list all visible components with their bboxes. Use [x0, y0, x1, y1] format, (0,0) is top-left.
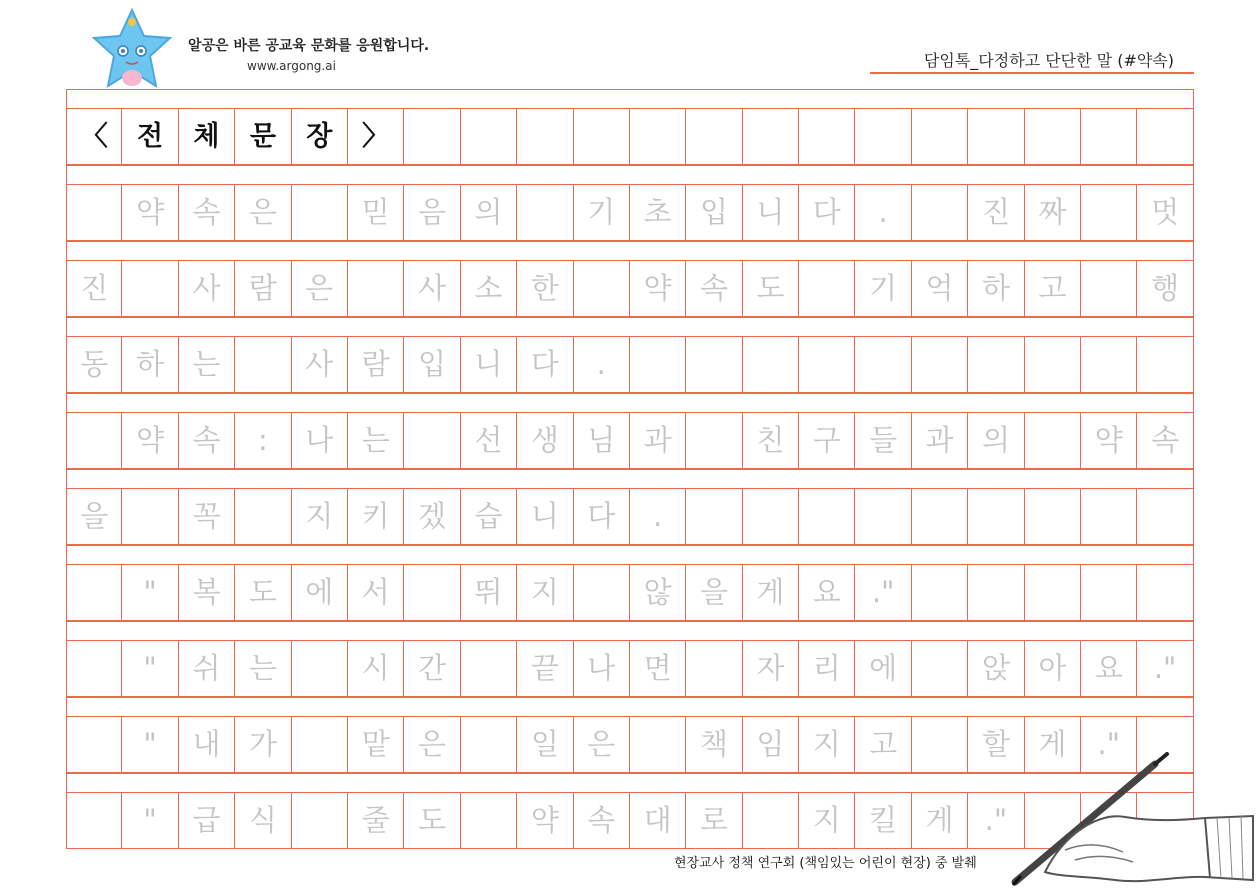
- grid-cell: 시: [348, 640, 404, 697]
- grid-cell: [1081, 564, 1137, 621]
- grid-cell: ": [122, 564, 178, 621]
- grid-cell: [235, 488, 291, 545]
- grid-cell: [292, 792, 348, 849]
- header-cell: 문: [235, 108, 291, 165]
- grid-cell: [517, 184, 573, 241]
- grid-cell: [912, 184, 968, 241]
- grid-cell: [235, 336, 291, 393]
- grid-cell: 람: [348, 336, 404, 393]
- grid-cell: [66, 184, 122, 241]
- grid-cell: 님: [574, 412, 630, 469]
- grid-cell: [122, 488, 178, 545]
- grid-cell: 급: [179, 792, 235, 849]
- header-cell: [404, 108, 460, 165]
- grid-cell: 초: [630, 184, 686, 241]
- grid-cell: 아: [1025, 640, 1081, 697]
- trace-row: [66, 184, 1194, 241]
- trace-row: [66, 260, 1194, 317]
- grid-cell: [292, 184, 348, 241]
- grid-cell: 임: [743, 716, 799, 773]
- grid-cell: .": [855, 564, 911, 621]
- header-cell: 〉: [348, 108, 404, 165]
- grid-cell: 구: [799, 412, 855, 469]
- grid-cell: 짜: [1025, 184, 1081, 241]
- grid-cell: [348, 260, 404, 317]
- grid-spacer-line: [66, 697, 1194, 698]
- grid-cell: 식: [235, 792, 291, 849]
- grid-cell: 한: [517, 260, 573, 317]
- grid-cell: 하: [122, 336, 178, 393]
- grid-cell: .: [855, 184, 911, 241]
- grid-cell: 지: [799, 716, 855, 773]
- trace-row: [66, 640, 1194, 697]
- header-cell: [799, 108, 855, 165]
- grid-spacer-line: [66, 469, 1194, 470]
- header-cell: [912, 108, 968, 165]
- grid-cell: :: [235, 412, 291, 469]
- header-cell: [968, 108, 1024, 165]
- grid-cell: [968, 564, 1024, 621]
- grid-cell: 약: [122, 412, 178, 469]
- grid-cell: 습: [461, 488, 517, 545]
- header-cell: [574, 108, 630, 165]
- grid-cell: [630, 336, 686, 393]
- grid-cell: 로: [686, 792, 742, 849]
- grid-cell: 는: [235, 640, 291, 697]
- grid-cell: 음: [404, 184, 460, 241]
- grid-cell: 요: [1081, 640, 1137, 697]
- grid-cell: 겠: [404, 488, 460, 545]
- header-cell: [630, 108, 686, 165]
- grid-cell: [122, 260, 178, 317]
- grid-cell: [461, 716, 517, 773]
- grid-cell: [1137, 488, 1193, 545]
- grid-cell: [66, 412, 122, 469]
- grid-cell: 는: [179, 336, 235, 393]
- grid-cell: 자: [743, 640, 799, 697]
- grid-cell: 생: [517, 412, 573, 469]
- grid-cell: 과: [630, 412, 686, 469]
- grid-cell: ": [122, 716, 178, 773]
- grid-cell: 다: [517, 336, 573, 393]
- header-cell: [743, 108, 799, 165]
- page-title: 담임톡_다정하고 단단한 말 (#약속): [923, 51, 1174, 70]
- grid-cell: 일: [517, 716, 573, 773]
- grid-cell: 킬: [855, 792, 911, 849]
- grid-cell: 할: [968, 716, 1024, 773]
- grid-cell: [743, 336, 799, 393]
- grid-cell: [799, 336, 855, 393]
- header-cell: [517, 108, 573, 165]
- grid-cell: 서: [348, 564, 404, 621]
- grid-spacer-line: [66, 393, 1194, 394]
- grid-cell: 소: [461, 260, 517, 317]
- trace-row: [66, 336, 1194, 393]
- grid-cell: [66, 792, 122, 849]
- grid-cell: 게: [1025, 716, 1081, 773]
- grid-cell: 에: [855, 640, 911, 697]
- grid-cell: 책: [686, 716, 742, 773]
- grid-cell: ": [122, 792, 178, 849]
- header-cell: [855, 108, 911, 165]
- grid-cell: [686, 640, 742, 697]
- grid-cell: [292, 640, 348, 697]
- grid-cell: [1025, 564, 1081, 621]
- grid-cell: [1137, 564, 1193, 621]
- grid-cell: 뛰: [461, 564, 517, 621]
- grid-spacer-line: [66, 317, 1194, 318]
- grid-cell: 친: [743, 412, 799, 469]
- grid-cell: 도: [404, 792, 460, 849]
- grid-cell: 하: [968, 260, 1024, 317]
- grid-cell: 요: [799, 564, 855, 621]
- grid-cell: 고: [855, 716, 911, 773]
- grid-cell: [686, 336, 742, 393]
- grid-cell: 다: [799, 184, 855, 241]
- grid-cell: [1081, 488, 1137, 545]
- grid-cell: .: [630, 488, 686, 545]
- header-cell: 체: [179, 108, 235, 165]
- grid-cell: 복: [179, 564, 235, 621]
- grid-spacer-line: [66, 621, 1194, 622]
- grid-cell: 맡: [348, 716, 404, 773]
- grid-cell: [404, 564, 460, 621]
- title-underline: [870, 72, 1194, 74]
- grid-cell: [1081, 184, 1137, 241]
- header-cell: 전: [122, 108, 178, 165]
- grid-cell: [574, 260, 630, 317]
- grid-cell: 지: [799, 792, 855, 849]
- grid-cell: 다: [574, 488, 630, 545]
- grid-cell: 간: [404, 640, 460, 697]
- grid-cell: [1081, 336, 1137, 393]
- grid-cell: 대: [630, 792, 686, 849]
- grid-cell: [912, 716, 968, 773]
- grid-cell: 지: [292, 488, 348, 545]
- grid-cell: 약: [122, 184, 178, 241]
- grid-cell: [799, 488, 855, 545]
- grid-cell: 니: [461, 336, 517, 393]
- grid-cell: [574, 564, 630, 621]
- grid-cell: .": [1137, 640, 1193, 697]
- grid-cell: [1137, 336, 1193, 393]
- grid-cell: 의: [461, 184, 517, 241]
- grid-spacer-line: [66, 545, 1194, 546]
- grid-cell: 을: [686, 564, 742, 621]
- grid-cell: [855, 336, 911, 393]
- grid-cell: 속: [686, 260, 742, 317]
- grid-cell: 행: [1137, 260, 1193, 317]
- grid-cell: [743, 792, 799, 849]
- grid-cell: [461, 792, 517, 849]
- grid-cell: 을: [66, 488, 122, 545]
- grid-cell: 나: [574, 640, 630, 697]
- grid-cell: [66, 716, 122, 773]
- grid-cell: [1025, 488, 1081, 545]
- header-cell: [686, 108, 742, 165]
- grid-cell: 꼭: [179, 488, 235, 545]
- grid-cell: 사: [179, 260, 235, 317]
- grid-cell: 내: [179, 716, 235, 773]
- grid-cell: [1025, 412, 1081, 469]
- website-url: www.argong.ai: [247, 59, 336, 73]
- header-cell: [1081, 108, 1137, 165]
- grid-cell: 고: [1025, 260, 1081, 317]
- grid-spacer-line: [66, 241, 1194, 242]
- grid-cell: [912, 640, 968, 697]
- writing-grid: [66, 89, 1194, 847]
- trace-row: [66, 412, 1194, 469]
- source-caption: 현장교사 정책 연구회 (책임있는 어린이 현장) 중 발췌: [674, 856, 977, 871]
- grid-cell: [968, 488, 1024, 545]
- grid-cell: 니: [517, 488, 573, 545]
- hand-with-pen-illustration: [1005, 752, 1255, 887]
- grid-cell: 약: [517, 792, 573, 849]
- header-cell: [461, 108, 517, 165]
- grid-cell: [855, 488, 911, 545]
- grid-cell: 는: [348, 412, 404, 469]
- grid-cell: .": [1081, 716, 1137, 773]
- grid-cell: .": [968, 792, 1024, 849]
- grid-cell: [66, 640, 122, 697]
- grid-cell: 동: [66, 336, 122, 393]
- grid-cell: 의: [968, 412, 1024, 469]
- grid-spacer-line: [66, 89, 1194, 90]
- grid-cell: 람: [235, 260, 291, 317]
- grid-cell: 에: [292, 564, 348, 621]
- header-cell: 장: [292, 108, 348, 165]
- header-cell: [1137, 108, 1193, 165]
- grid-cell: [799, 260, 855, 317]
- grid-cell: 끝: [517, 640, 573, 697]
- header-cell: [1025, 108, 1081, 165]
- grid-cell: 약: [630, 260, 686, 317]
- grid-cell: 진: [968, 184, 1024, 241]
- grid-cell: [292, 716, 348, 773]
- grid-cell: 속: [574, 792, 630, 849]
- trace-row: [66, 488, 1194, 545]
- grid-cell: [912, 564, 968, 621]
- grid-cell: 과: [912, 412, 968, 469]
- grid-cell: 입: [404, 336, 460, 393]
- header-cell: 〈: [66, 108, 122, 165]
- grid-cell: 줄: [348, 792, 404, 849]
- grid-cell: 면: [630, 640, 686, 697]
- grid-cell: 앉: [968, 640, 1024, 697]
- grid-cell: 키: [348, 488, 404, 545]
- grid-cell: 은: [292, 260, 348, 317]
- grid-cell: [1025, 336, 1081, 393]
- grid-cell: 믿: [348, 184, 404, 241]
- grid-cell: [686, 488, 742, 545]
- grid-cell: 진: [66, 260, 122, 317]
- grid-cell: 속: [1137, 412, 1193, 469]
- grid-cell: 니: [743, 184, 799, 241]
- grid-cell: 게: [743, 564, 799, 621]
- grid-cell: 나: [292, 412, 348, 469]
- header-row: [66, 108, 1194, 165]
- mascot-star-logo: [92, 8, 172, 90]
- grid-cell: 은: [404, 716, 460, 773]
- grid-cell: 도: [743, 260, 799, 317]
- grid-cell: 기: [855, 260, 911, 317]
- tagline: 알공은 바른 공교육 문화를 응원합니다.: [188, 38, 430, 54]
- grid-cell: 입: [686, 184, 742, 241]
- grid-spacer-line: [66, 165, 1194, 166]
- grid-cell: 가: [235, 716, 291, 773]
- grid-cell: 사: [404, 260, 460, 317]
- grid-cell: 사: [292, 336, 348, 393]
- grid-cell: 억: [912, 260, 968, 317]
- grid-cell: 도: [235, 564, 291, 621]
- grid-cell: 멋: [1137, 184, 1193, 241]
- grid-cell: 쉬: [179, 640, 235, 697]
- grid-cell: 속: [179, 184, 235, 241]
- grid-cell: 은: [574, 716, 630, 773]
- grid-cell: 속: [179, 412, 235, 469]
- grid-cell: [968, 336, 1024, 393]
- grid-cell: 들: [855, 412, 911, 469]
- grid-cell: 약: [1081, 412, 1137, 469]
- grid-cell: 지: [517, 564, 573, 621]
- grid-outer-border: [66, 89, 67, 849]
- grid-cell: .: [574, 336, 630, 393]
- grid-cell: 않: [630, 564, 686, 621]
- grid-cell: [912, 336, 968, 393]
- grid-cell: 게: [912, 792, 968, 849]
- grid-cell: [743, 488, 799, 545]
- grid-cell: [404, 412, 460, 469]
- grid-cell: [1081, 260, 1137, 317]
- grid-cell: [461, 640, 517, 697]
- grid-cell: [66, 564, 122, 621]
- grid-cell: 리: [799, 640, 855, 697]
- grid-cell: ": [122, 640, 178, 697]
- grid-cell: [630, 716, 686, 773]
- trace-row: [66, 564, 1194, 621]
- grid-cell: 은: [235, 184, 291, 241]
- grid-cell: 선: [461, 412, 517, 469]
- grid-cell: [912, 488, 968, 545]
- grid-cell: [686, 412, 742, 469]
- grid-cell: 기: [574, 184, 630, 241]
- grid-outer-border: [1193, 89, 1194, 849]
